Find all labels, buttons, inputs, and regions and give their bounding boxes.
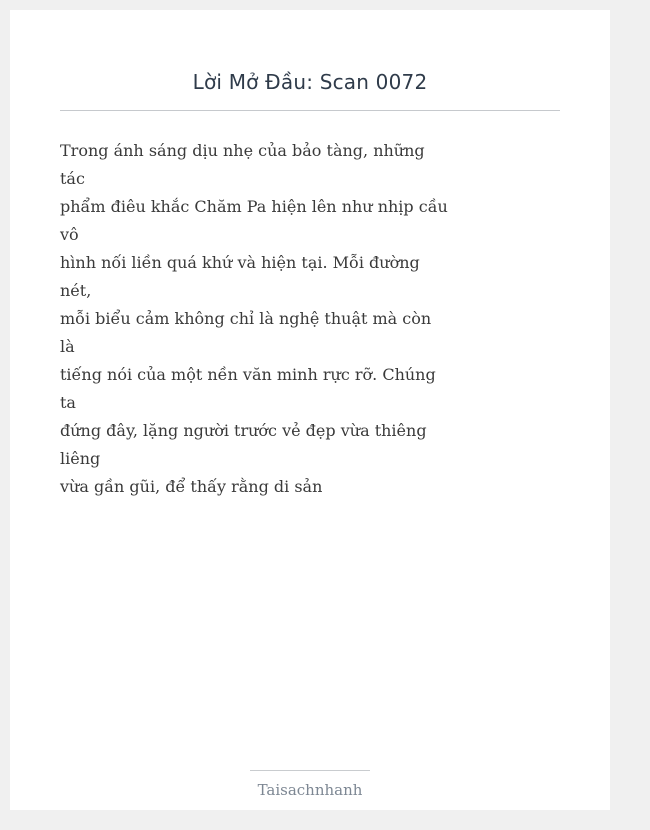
text-line: phẩm điêu khắc Chăm Pa hiện lên như nhịp cầu [60,197,448,216]
footer-text: Taisachnhanh [257,781,363,799]
text-line: Trong ánh sáng dịu nhẹ của bảo tàng, những [60,141,425,160]
text-line: là [60,337,75,356]
text-line: mỗi biểu cảm không chỉ là nghệ thuật mà còn [60,309,432,328]
body-text [60,137,448,501]
text-line: tiếng nói của một nền văn minh rực rỡ. Chúng [60,365,436,384]
page-title: Lời Mở Đầu: Scan 0072 [192,70,428,94]
text-line: nét, [60,281,92,300]
text-line: tác [60,169,85,188]
text-line: vô [60,225,79,244]
text-line: đứng đây, lặng người trước vẻ đẹp vừa thiêng [60,421,427,440]
text-line: liêng [60,449,101,468]
text-line: hình nối liền quá khứ và hiện tại. Mỗi đường [60,253,420,272]
text-line: vừa gần gũi, để thấy rằng di sản [60,477,323,496]
text-line: ta [60,393,76,412]
title-divider [60,110,560,111]
document-page [10,10,610,810]
footer-divider [250,770,370,771]
